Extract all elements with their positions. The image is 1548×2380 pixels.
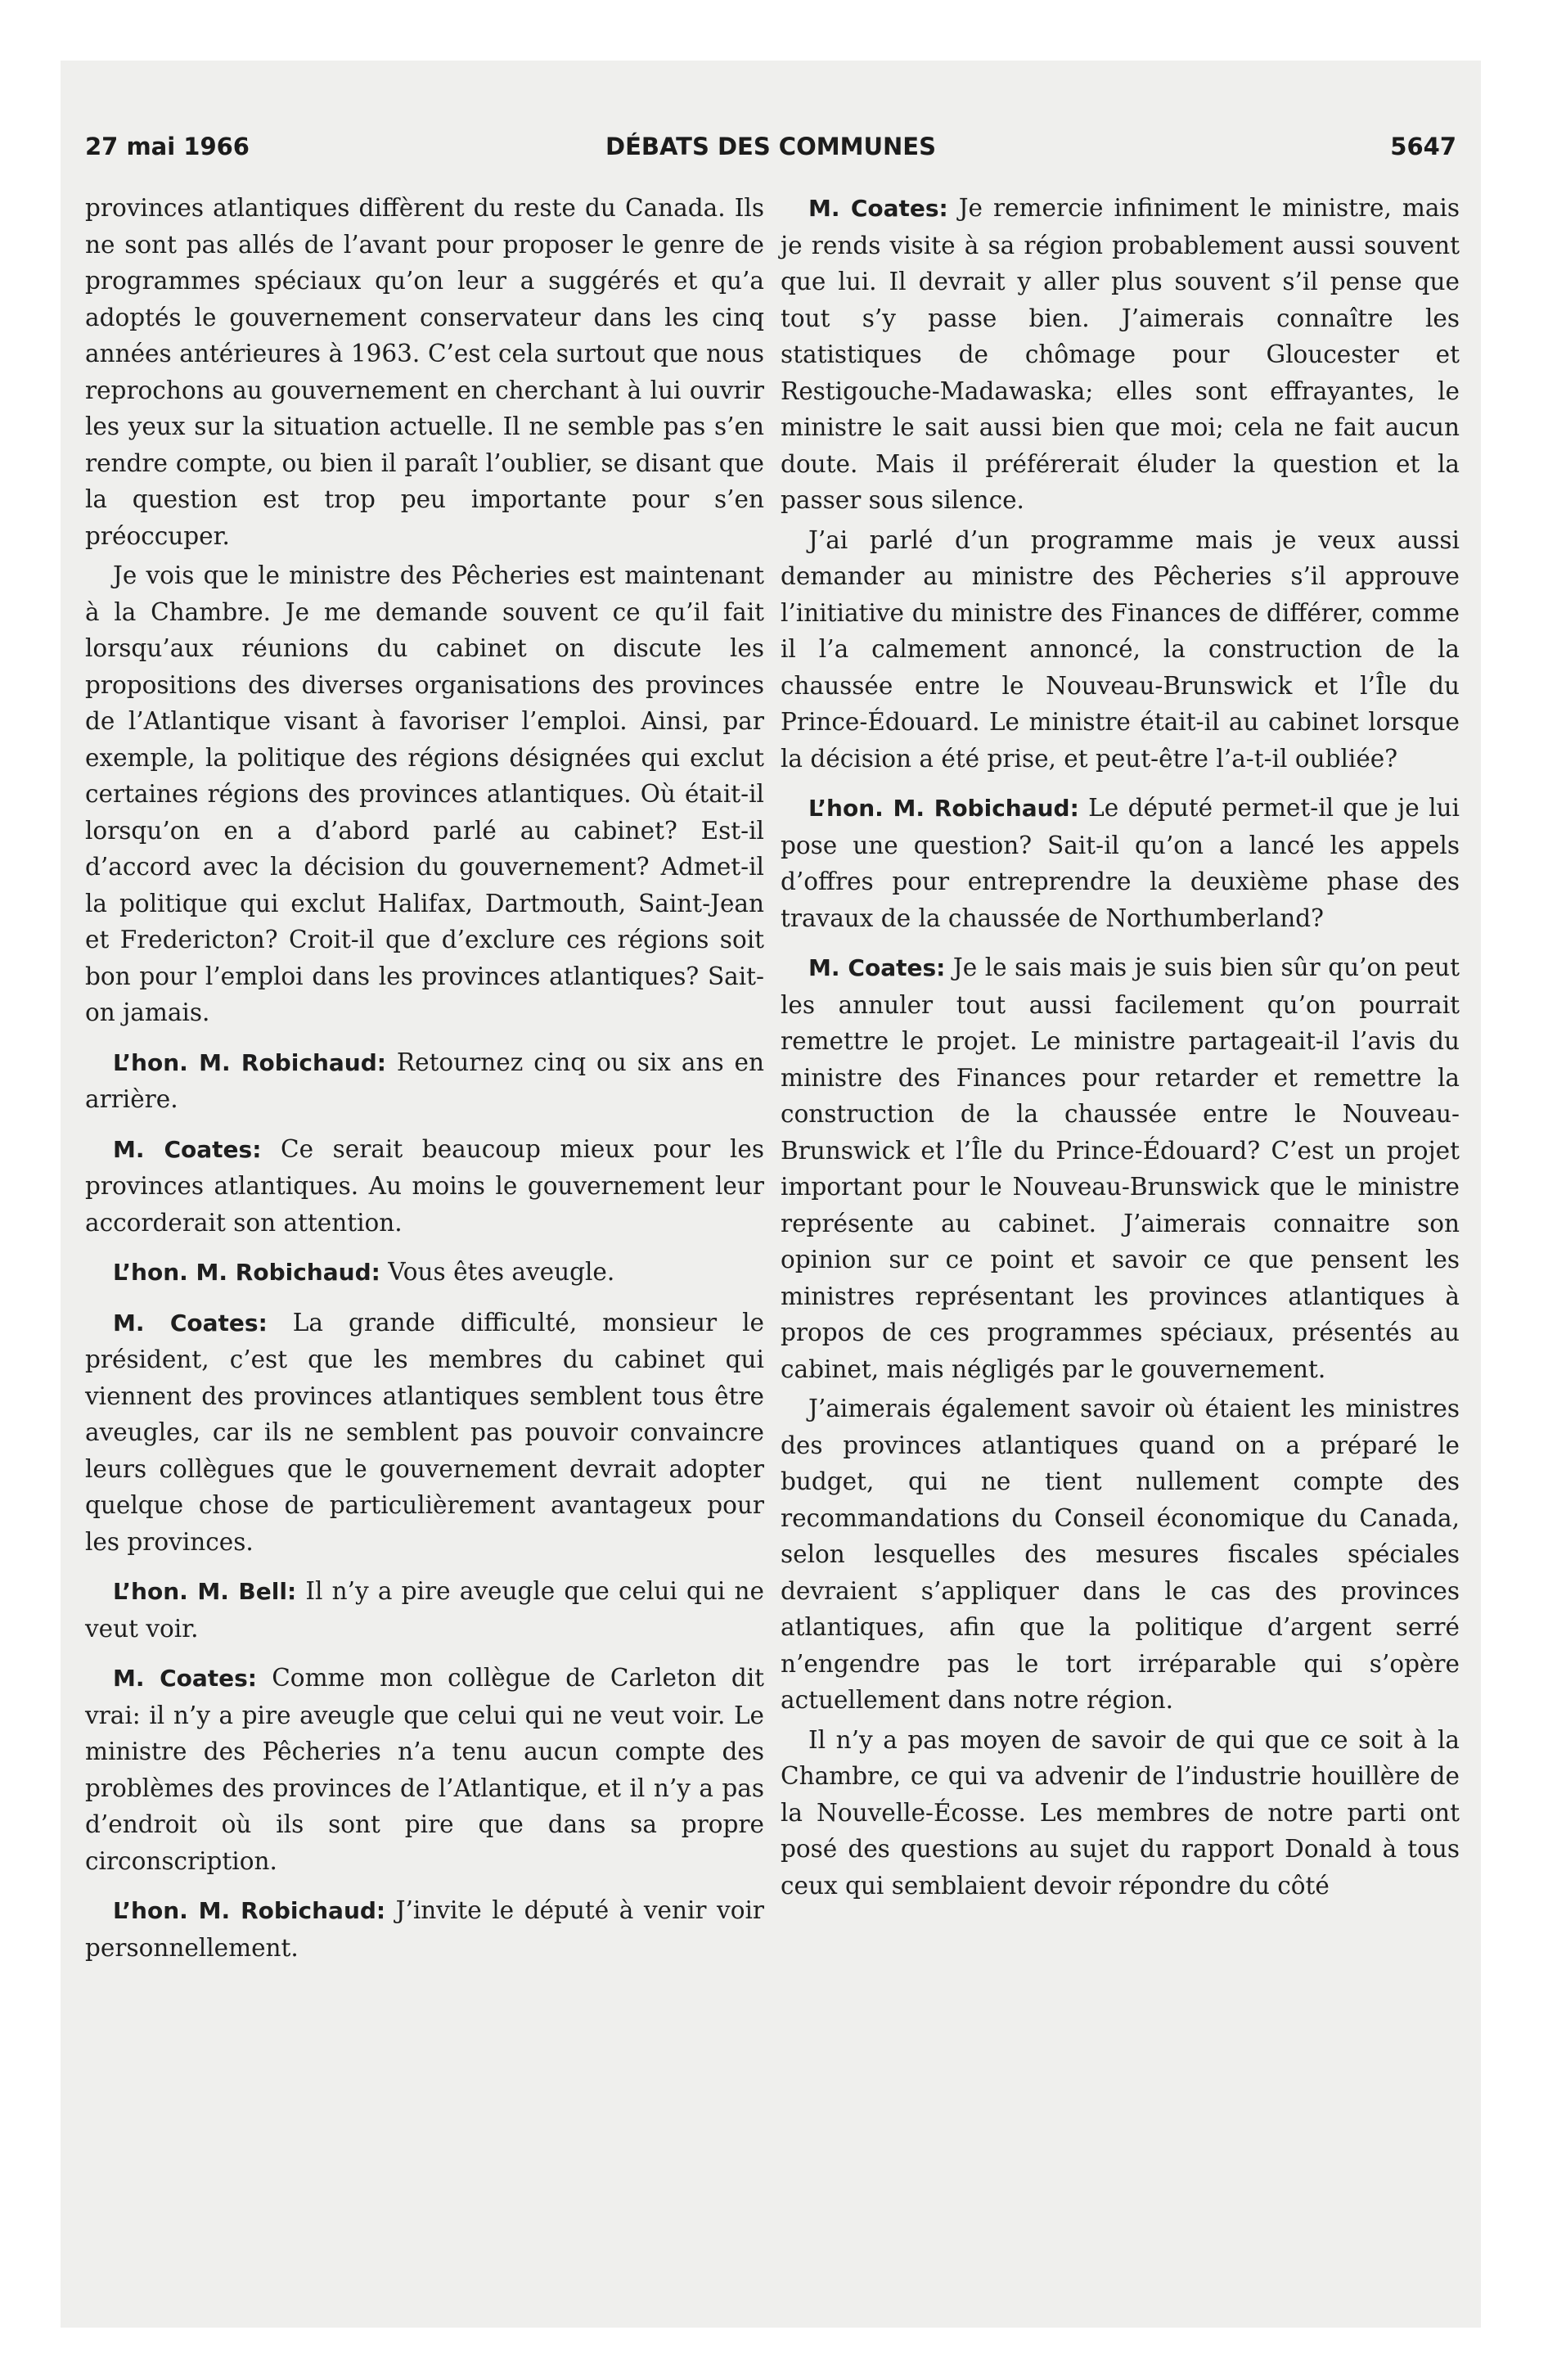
speech [781,790,1460,936]
speech-text: Je remercie infiniment le ministre, mais je rends visite à sa région probablement aussi souvent que lui. Il devrait y aller plus souvent s’il pense que tout s’y passe bien. J’aimerais connaître les statistiques de chômage pour Gloucester et Restigouche-Madawaska; elles sont effrayantes, le ministre le sait aussi bien que moi; cela ne fait aucun doute. Mais il préférerait éluder la question et la passer sous silence. [781,194,1460,514]
document-page [61,61,1481,2328]
paragraph-text: Je vois que le ministre des Pêcheries est maintenant à la Chambre. Je me demande souvent ce qu’il fait lorsqu’aux réunions du cabinet on discute les propositions des diverses organisations des provinces de l’Atlantique visant à favoriser l’emploi. Ainsi, par exemple, la politique des régions désignées qui exclut certaines régions des provinces atlantiques. Où était-il lorsqu’on en a d’abord parlé au cabinet? Est-il d’accord avec la décision du gouvernement? Admet-il la politique qui exclut Halifax, Dartmouth, Saint-Jean et Fredericton? Croit-il que d’exclure ces régions soit bon pour l’emploi dans les provinces atlantiques? Sait-on jamais. [85,561,764,1026]
paragraph [781,522,1460,778]
speech [85,1892,764,1966]
speaker-name: M. Coates: [113,1309,268,1336]
paragraph [85,190,764,554]
speaker-name: M. Coates: [113,1665,258,1692]
paragraph-text: provinces atlantiques diffèrent du reste du Canada. Ils ne sont pas allés de l’avant pour proposer le genre de programmes spéciaux qu’on leur a suggérés et qu’a adoptés le gouvernement conservateur dans les cinq années antérieures à 1963. C’est cela surtout que nous reprochons au gouvernement en cherchant à lui ouvrir les yeux sur la situation actuelle. Il ne semble pas s’en rendre compte, ou bien il paraît l’oublier, se disant que la question est trop peu importante pour s’en préoccuper. [85,194,764,550]
speech [85,1305,764,1561]
speech-text: Ce serait beaucoup mieux pour les provinces atlantiques. Au moins le gouvernement leur accorderait son attention. [85,1134,764,1237]
header-date: 27 mai 1966 [85,133,250,160]
speech-text: Le député permet-il que je lui pose une question? Sait-il qu’on a lancé les appels d’offres pour entreprendre la deuxième phase des travaux de la chaussée de Northumberland? [781,794,1460,932]
paragraph-text: J’ai parlé d’un programme mais je veux aussi demander au ministre des Pêcheries s’il approuve l’initiative du ministre des Finances de différer, comme il l’a calmement annoncé, la construction de la chaussée entre le Nouveau-Brunswick et l’Île du Prince-Édouard. Le ministre était-il au cabinet lorsque la décision a été prise, et peut-être l’a-t-il oubliée? [781,525,1460,773]
paragraph-text: J’aimerais également savoir où étaient les ministres des provinces atlantiques quand on a préparé le budget, qui ne tient nullement compte des recommandations du Conseil économique du Canada, selon lesquelles des mesures fiscales spéciales devraient s’appliquer dans le cas des provinces atlantiques, afin que la politique d’argent serré n’engendre pas le tort irréparable qui s’opère actuellement dans notre région. [781,1395,1460,1714]
speaker-name: M. Coates: [113,1135,262,1163]
speaker-name: M. Coates: [808,195,948,222]
speaker-name: L’hon. M. Bell: [113,1578,297,1605]
speaker-name: L’hon. M. Robichaud: [113,1048,386,1076]
speaker-name: M. Coates: [808,954,946,981]
speech-text: J’invite le député à venir voir personnellement. [85,1896,764,1962]
speech [85,1254,764,1291]
speech [85,1573,764,1647]
page-header [85,133,1456,165]
paragraph [781,1391,1460,1719]
right-column [781,190,1460,1904]
speech [85,1131,764,1242]
speech-text: Il n’y a pire aveugle que celui qui ne veut voir. [85,1577,764,1643]
paragraph-text: Il n’y a pas moyen de savoir de qui que ce soit à la Chambre, ce qui va advenir de l’industrie houillère de la Nouvelle-Écosse. Les membres de notre parti ont posé des questions au sujet du rapport Donald à tous ceux qui semblaient devoir répondre du côté [781,1725,1460,1900]
header-title: DÉBATS DES COMMUNES [605,133,936,160]
speech [781,949,1460,1387]
left-column [85,190,764,1966]
paragraph [781,1722,1460,1904]
speech-text: Je le sais mais je suis bien sûr qu’on peut les annuler tout aussi facilement qu’on pourrait remettre le projet. Le ministre partageait-il l’avis du ministre des Finances pour retarder et remettre la construction de la chaussée entre le Nouveau-Brunswick et l’Île du Prince-Édouard? C’est un projet important pour le Nouveau-Brunswick que le ministre représente au cabinet. J’aimerais connaitre son opinion sur ce point et savoir ce que pensent les ministres représentant les provinces atlantiques à propos de ces programmes spéciaux, présentés au cabinet, mais négligés par le gouvernement. [781,953,1460,1383]
speech [85,1044,764,1118]
speech-text: Vous êtes aveugle. [388,1258,615,1286]
speech-text: Retournez cinq ou six ans en arrière. [85,1048,765,1113]
speaker-name: L’hon. M. Robichaud: [113,1897,386,1924]
speech-text: Comme mon collègue de Carleton dit vrai: il n’y a pire aveugle que celui qui ne veut voir. Le ministre des Pêcheries n’a tenu aucun compte des problèmes des provinces de l’Atlantique, et il n’y a pas d’endroit où ils sont pire que dans sa propre circonscription. [85,1664,764,1875]
speaker-name: L’hon. M. Robichaud: [113,1259,380,1286]
paragraph [85,557,764,1031]
speech [85,1660,764,1879]
speaker-name: L’hon. M. Robichaud: [808,795,1079,822]
speech [781,190,1460,519]
header-page-number: 5647 [1390,133,1456,160]
speech-text: La grande difficulté, monsieur le président, c’est que les membres du cabinet qui viennent des provinces atlantiques semblent tous être aveugles, car ils ne semblent pas pouvoir convaincre leurs collègues que le gouvernement devrait adopter quelque chose de particulièrement avantageux pour les provinces. [85,1308,764,1556]
